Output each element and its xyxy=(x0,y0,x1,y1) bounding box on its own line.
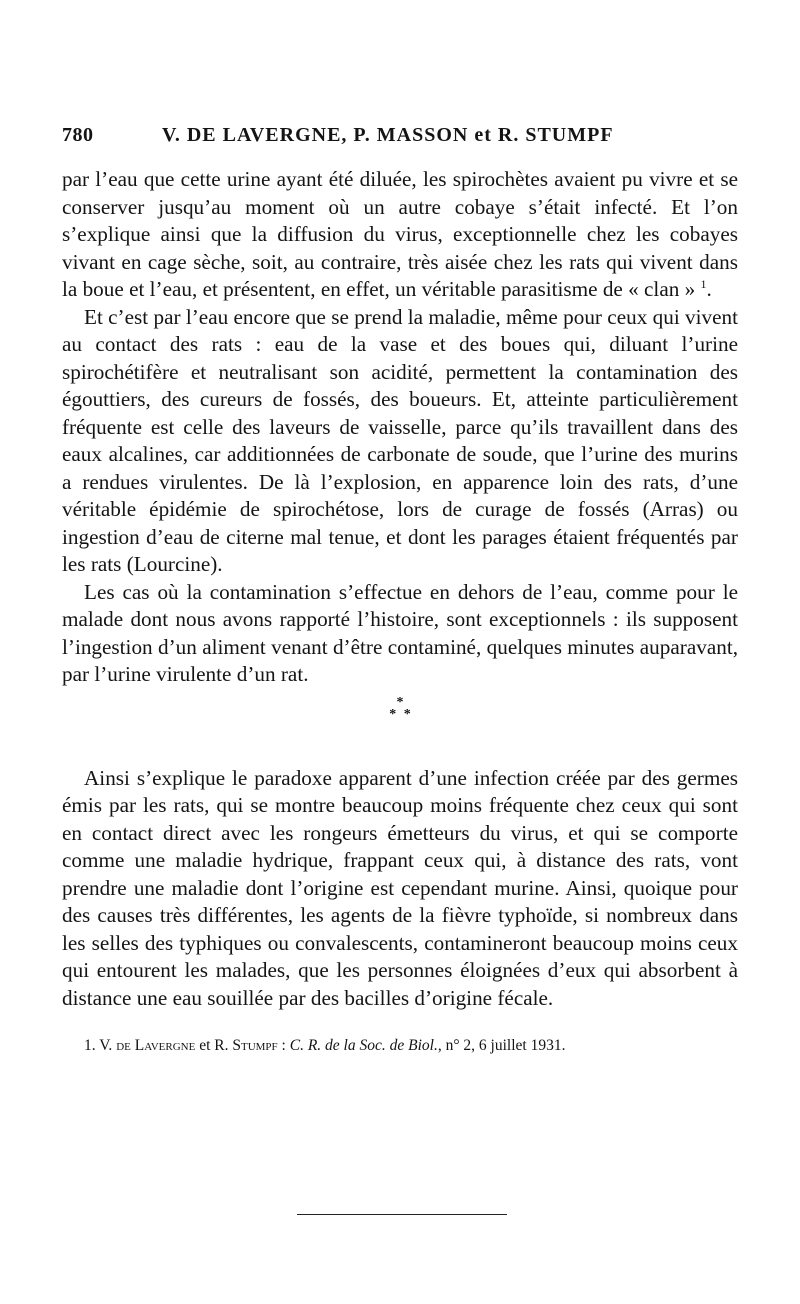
paragraph-1-text: par l’eau que cette urine ayant été diluée, les spirochètes avaient pu vivre et se conserver jusqu’au moment où un autre cobaye s’était infecté. Et l’on s’explique ainsi que la diffusion du virus, exceptionnelle chez les cobayes vivant en cage sèche, soit, au contraire, très aisée chez les rats qui vivent dans la boue et l’eau, et présentent, en effet, un véritable parasitisme de « clan » xyxy=(62,167,738,301)
footnote-connector: et xyxy=(199,1037,211,1054)
asterism-bottom-stars: * * xyxy=(389,706,411,722)
page-number: 780 xyxy=(62,124,94,146)
footnote-number: 1. xyxy=(84,1037,96,1054)
footnote-authors-prefix: V. xyxy=(99,1037,113,1054)
asterism-top-star: * xyxy=(396,694,404,710)
footnote-journal: C. R. de la Soc. de Biol. xyxy=(289,1037,438,1054)
bottom-rule xyxy=(297,1214,507,1215)
paragraph-1-end: . xyxy=(706,277,712,301)
footnote xyxy=(62,1036,738,1056)
paragraph-1 xyxy=(62,166,738,304)
body-text xyxy=(62,166,738,1012)
closing-paragraph: Ainsi s’explique le paradoxe apparent d’une infection créée par des germes émis par les rats, qui se montre beaucoup moins fréquente chez ceux qui sont en contact direct avec les rongeurs émetteurs du virus, et qui se comporte comme une maladie hydrique, frappant ceux qui, à distance des rats, vont prendre une maladie dont l’origine est cependant murine. Ainsi, quoique pour des causes très différentes, les agents de la fièvre typhoïde, si nombreux dans les selles des typhiques ou convalescents, contamineront beaucoup moins ceux qui entourent les malades, que les personnes éloignées d’eux qui absorbent à distance une eau souillée par des bacilles d’origine fécale. xyxy=(62,765,738,1010)
footnote-reference: 1 xyxy=(700,276,707,291)
footnote-author-1: Lavergne xyxy=(134,1037,196,1054)
asterism xyxy=(62,694,738,722)
running-head-authors: V. DE LAVERGNE, P. MASSON et R. STUMPF xyxy=(162,124,614,146)
document-page xyxy=(62,124,738,1244)
running-head xyxy=(62,124,738,152)
footnote-colon: : xyxy=(281,1037,286,1054)
section-break xyxy=(62,689,738,765)
footnote-details: , n° 2, 6 juillet 1931. xyxy=(437,1037,566,1054)
footnote-particle: de xyxy=(116,1037,131,1054)
footnote-author-2: R. Stumpf xyxy=(214,1037,278,1054)
paragraph-3: Les cas où la contamination s’effectue en dehors de l’eau, comme pour le malade dont nous avons rapporté l’histoire, sont exceptionnels : ils supposent l’ingestion d’un aliment venant d’être contaminé, quelques minutes auparavant, par l’urine virulente d’un rat. xyxy=(62,579,738,686)
paragraph-2: Et c’est par l’eau encore que se prend la maladie, même pour ceux qui vivent au contact des rats : eau de la vase et des boues qui, diluant l’urine spirochétifère et neutralisant son acidité, permettent la contamination des égouttiers, des cureurs de fossés, des boueurs. Et, atteinte particulièrement fréquente est celle des laveurs de vaisselle, parce qu’ils travaillent dans des eaux alcalines, car additionnées de carbonate de soude, que l’urine des murins a rendues virulentes. De là l’explosion, en apparence loin des rats, d’une véritable épidémie de spirochétose, lors de curage de fossés (Arras) ou ingestion d’eau de citerne mal tenue, et dont les parages étaient fréquentés par les rats (Lourcine). xyxy=(62,304,738,576)
